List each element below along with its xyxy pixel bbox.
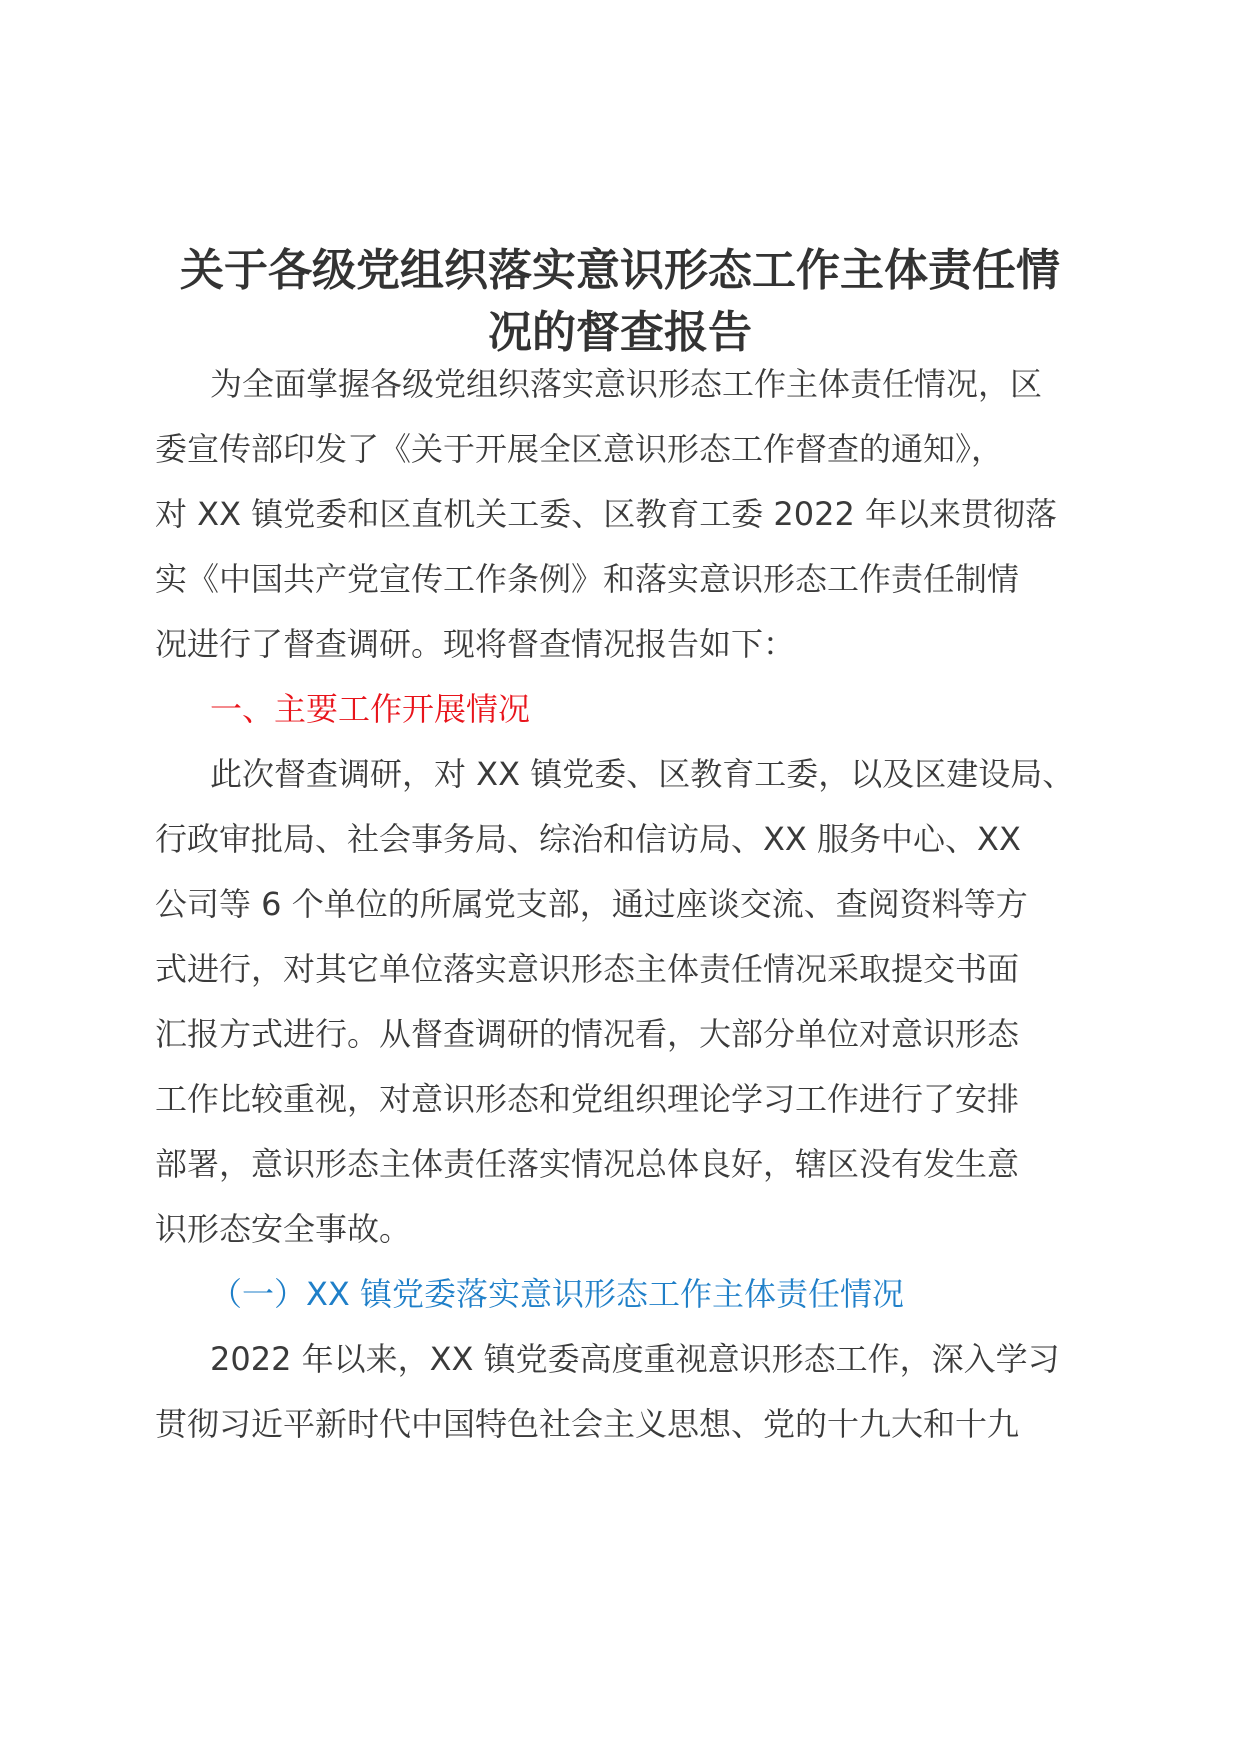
paragraph-line: 工作比较重视，对意识形态和党组织理论学习工作进行了安排 (155, 1080, 1020, 1118)
subsection-heading: （一）XX 镇党委落实意识形态工作主体责任情况 (210, 1275, 905, 1313)
paragraph-line: 汇报方式进行。从督查调研的情况看，大部分单位对意识形态 (155, 1015, 1020, 1053)
paragraph-line: 识形态安全事故。 (155, 1210, 412, 1248)
paragraph-line: 式进行，对其它单位落实意识形态主体责任情况采取提交书面 (155, 950, 1020, 988)
document-title (150, 240, 1090, 364)
paragraph-line: 此次督查调研，对 XX 镇党委、区教育工委，以及区建设局、 (210, 755, 1075, 793)
paragraph-line: 行政审批局、社会事务局、综治和信访局、XX 服务中心、XX (155, 820, 1021, 858)
paragraph-line: 况进行了督查调研。现将督查情况报告如下： (155, 625, 796, 663)
section-heading: 一、主要工作开展情况 (210, 690, 531, 728)
paragraph-line: 2022 年以来，XX 镇党委高度重视意识形态工作，深入学习 (210, 1340, 1060, 1378)
document-body (155, 352, 1095, 1457)
paragraph-line: 贯彻习近平新时代中国特色社会主义思想、党的十九大和十九 (155, 1405, 1020, 1443)
paragraph-line: 委宣传部印发了《关于开展全区意识形态工作督查的通知》， (155, 430, 1004, 468)
paragraph-line: 为全面掌握各级党组织落实意识形态工作主体责任情况，区 (210, 365, 1043, 403)
title-line: 关于各级党组织落实意识形态工作主体责任情 (180, 245, 1060, 296)
paragraph-line: 实《中国共产党宣传工作条例》和落实意识形态工作责任制情 (155, 560, 1020, 598)
paragraph-line: 公司等 6 个单位的所属党支部，通过座谈交流、查阅资料等方 (155, 885, 1028, 923)
title-line: 况的督查报告 (488, 307, 752, 358)
paragraph-line: 对 XX 镇党委和区直机关工委、区教育工委 2022 年以来贯彻落 (155, 495, 1057, 533)
paragraph-line: 部署，意识形态主体责任落实情况总体良好，辖区没有发生意 (155, 1145, 1020, 1183)
